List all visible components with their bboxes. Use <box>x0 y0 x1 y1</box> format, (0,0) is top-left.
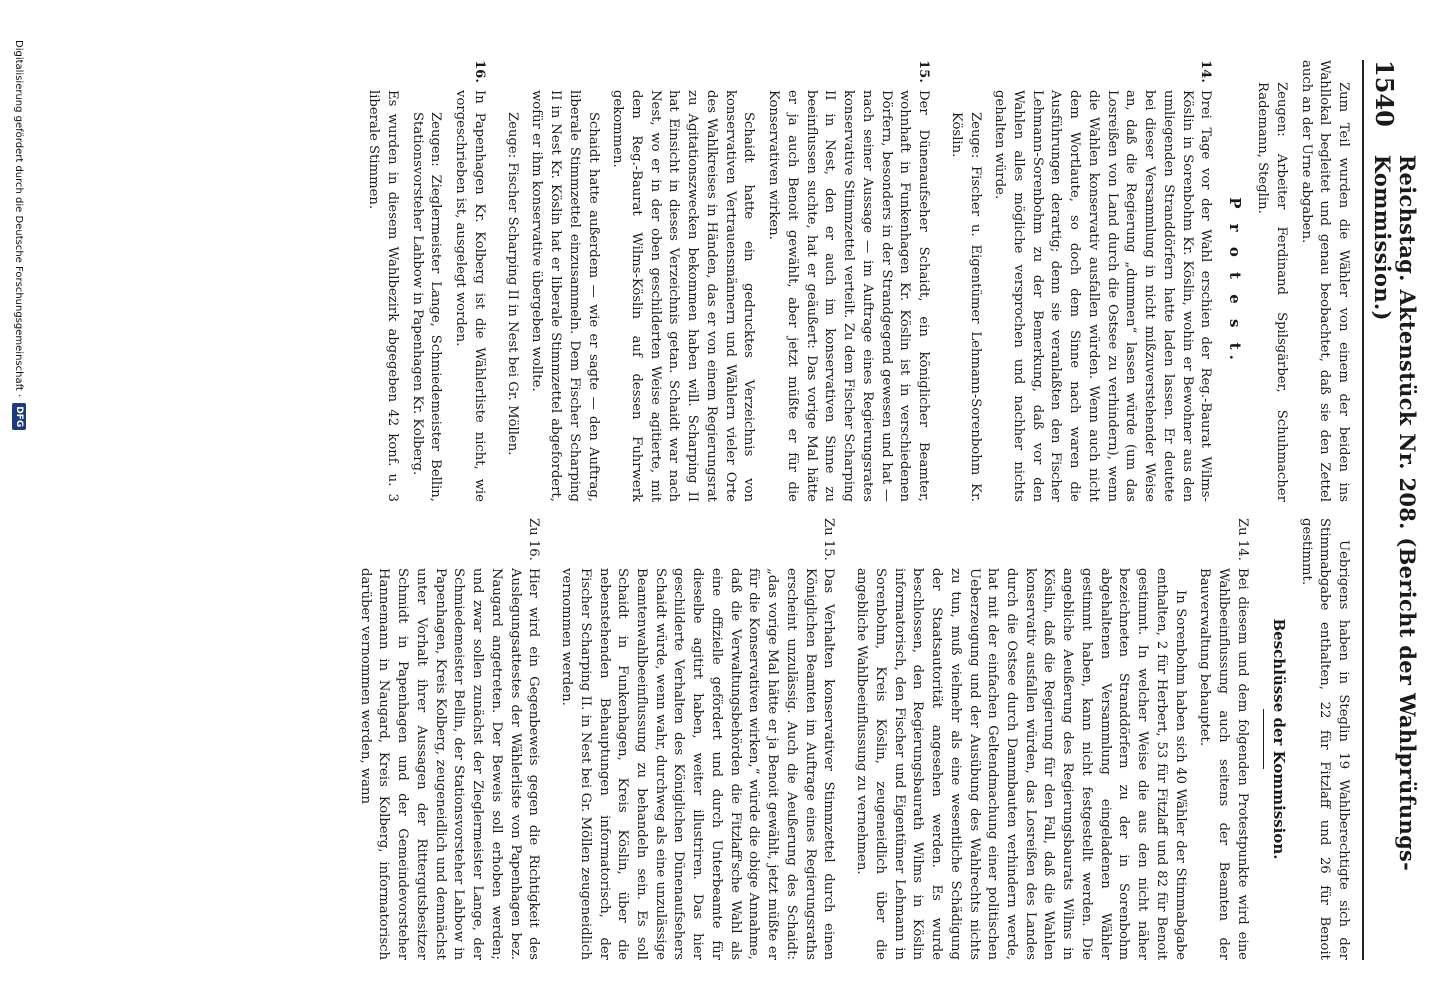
resolution-16 <box>349 518 542 960</box>
page-header <box>1370 60 1418 960</box>
item-number: 15. <box>916 60 932 83</box>
item-witness: Zeuge: Fischer u. Eigentümer Lehmann-Sorenbohm Kr. Köslin. <box>948 112 983 502</box>
digitization-footer <box>8 40 30 980</box>
resolution-label: Zu 16. <box>526 518 542 561</box>
item-number: 14. <box>1198 60 1214 83</box>
left-column-protest <box>32 60 1352 502</box>
footer-text: Digitalisierung gefördert durch die Deutsche Forschungsgemeinschaft · <box>13 40 25 398</box>
resolution-label: Zu 15. <box>821 518 837 561</box>
protest-title: P r o t e s t. <box>1226 197 1245 365</box>
resolution-paragraph: In Sorenbohm haben sich 40 Wähler der Stimmabgabe enthalten, 2 für Herbert, 53 für Fitzlaff und 82 für Benoit gestimmt. In welcher Weise die aus den nicht näher bezeichneten Stranddörfern zu der in Sorenbohm abgehaltenen Versammlung eingeladenen Wähler gestimmt haben, kann nicht festgestellt werden. Die angebliche Aeußerung des Regierungsbaurats Wilms in Köslin, daß die Regierung für den Fall, daß die Wahlen konservativ ausfallen würden, das Losreißen des Landes durch die Ostsee durch Dammbauten verhindern werde, hat mit der einfachen Geltendmachung einer politischen Ueberzeugung und der Ausübung des Wahlrechts nichts zu tun, muß vielmehr als eine wesentliche Schädigung der Staatsautorität angesehen werden. Es wurde beschlossen, den Regierungsbaurath Wilms in Köslin informatorisch, den Fischer und Eigentümer Lehmann in Sorenbohm, Kreis Köslin, zeugeneidlich über die angebliche Wahlbeeinflussung zu vernehmen. <box>854 568 1188 960</box>
protest-intro-paragraph: Zum Teil wurden die Wähler von einem der beiden ins Wahllokal begleitet und genau beobachtet, daß sie den Zettel auch an der Urne abgaben. <box>1298 60 1351 502</box>
protest-item-14 <box>940 60 1214 502</box>
item-paragraph: In Papenhagen Kr. Kolberg ist die Wählerliste nicht, wie vorgeschrieben ist, ausgelegt worden. <box>453 90 487 502</box>
item-witness: Zeuge: Fischer Scharping II in Nest bei Gr. Möllen. <box>504 112 520 456</box>
item-number: 16. <box>471 60 487 83</box>
right-column-resolutions <box>32 518 1352 960</box>
resolution-paragraph: Hier wird ein Gegenbeweis gegen die Richtigkeit des Auslegungsattestes der Wählerliste von Papenhagen bez. Naugard angetreten. Der Beweis soll erhoben werden; und zwar sollen zunächst der Zieglermeister Lange, der Schmiedemeister Bellin, der Stationsvorsteher Lahbow in Papenhagen, Kreis Kolberg, zeugeneidlich und demnächst unter Vorhalt ihrer Aussagen der Rittergutsbesitzer Schmidt in Papenhagen und der Gemeindevorsteher Hannemann in Naugard, Kreis Kolberg, informatorisch darüber vernommen werden, wann <box>357 568 542 960</box>
resolution-paragraph: Bei diesem und dem folgenden Protestpunkte wird eine Wahlbeeinflussung auch seitens der Beamten der Bauverwaltung behauptet. <box>1197 568 1250 960</box>
item-paragraph: Drei Tage vor der Wahl erschien der Reg.-Baurat Wilms-Köslin in Sorenbohm Kr. Köslin, wohin er Bewohner aus den umliegenden Stranddörfern hatte laden lassen. Er deutete bei dieser Versammlung in nicht mißzuverstehender Weise an, daß die Regierung „dummen“ lassen würde (um das Losreißen von Land durch die Ostsee zu verhindern), wenn die Wahlen konservativ ausfallen würden. Wenn auch nicht dem Wortlaute, so doch dem Sinne nach waren die Ausführungen derartig; denn sie veranlaßten den Fischer Lehmann-Sorenbohm zu der Bemerkung, daß vor den Wahlen alles mögliche versprochen und nachher nichts gehalten würde. <box>992 90 1214 502</box>
item-paragraph: Der Dünenaufseher Schaidt, ein königlicher Beamter, wohnhaft in Funkenhagen Kr. Köslin ist in verschiedenen Dörfern, besonders in der Strandgegend gewesen und hat — nach seiner Aussage — im Auftrage eines Regierungsrates konservative Stimmzettel verteilt. Zu dem Fischer Scharping II in Nest, den er auch im konservativen Sinne zu beeinflussen suchte, hat er geäußert: Das vorige Mal hätte er ja auch Benoit gewählt, aber jetzt müßte er für die Konservativen wirken. <box>766 90 932 502</box>
resolution-15 <box>550 518 837 960</box>
protest-item-16 <box>357 60 487 502</box>
item-witness: Zeugen: Zieglermeister Lange, Schmiedemeister Bellin, Stationsvorsteher Lahbow in Papenhagen Kr. Kolberg. <box>409 112 444 502</box>
item-paragraph: Schaidt hatte außerdem — wie er sagte — den Auftrag, liberale Stimmzettel einzusammeln. Dem Fischer Scharping II in Nest Kr. Köslin hat er liberale Stimmzettel abgefordert, wofür er ihm konservative übergeben wollte. <box>529 90 601 502</box>
resolution-paragraph: Das Verhalten konservativer Stimmzettel durch einen Königlichen Beamten im Auftrage eines Regierungsraths erscheint unzulässig. Auch die Aeußerung des Schaidt: „das vorige Mal hätte er ja Benoit gewählt, jetzt müßte er für die Konservativen wirken,“ würde die obige Annahme, daß die Verwaltungsbehörden die Fitzlaff'sche Wahl als eine offizielle gefördert und durch Unterbeamte für dieselbe agitirt haben, weiter illustriren. Das hier geschilderte Verhalten des Königlichen Dünenaufsehers Schaidt würde, wenn wahr, durchweg als eine unzulässige Beamtenwahlbeeinflussung zu behandeln sein. Es soll Schaidt in Funkenhagen, Kreis Köslin, über die nebenstehenden Behauptungen informatorisch, der Fischer Scharping II. in Nest bei Gr. Möllen zeugeneidlich vernommen werden. <box>559 568 837 960</box>
resolutions-intro-paragraph: Uebrigens haben in Steglin 19 Wahlberechtigte sich der Stimmabgabe enthalten, 22 für Fitzlaff und 26 für Benoit gestimmt. <box>1298 518 1351 960</box>
item-paragraph: Schaidt hatte ein gedrucktes Verzeichnis von konservativen Vertrauensmännern und Wählern vieler Orte des Wahlkreises in Händen, das er von einem Regierungsrat zu Agitationszwecken bekommen haben will. Scharping II hat Einsicht in dieses Verzeichnis getan. Schaidt war nach Nest, wo er in der oben geschilderten Weise agitierte, mit dem Reg.-Baurat Wilms-Köslin auf dessen Fuhrwerk gekommen. <box>610 90 757 502</box>
item-closing: Es wurden in diesem Wahlbezirk abgegeben 42 konf. u. 3 liberale Stimmen. <box>366 90 400 502</box>
title-rule <box>1263 709 1264 769</box>
resolution-label: Zu 14. <box>1234 518 1250 561</box>
protest-item-15 <box>496 60 932 502</box>
header-rule <box>1362 60 1364 960</box>
resolutions-title: Beschlüsse der Kommission. <box>1269 618 1288 860</box>
dfg-logo: DFG <box>12 403 26 430</box>
page-number: 1540 <box>1370 60 1399 127</box>
protest-intro-witness: Zeugen: Arbeiter Ferdinand Spilsgärber, Schuhmacher Rademann, Steglin. <box>1255 82 1289 502</box>
running-title: Reichstag. Aktenstück Nr. 208. (Bericht der Wahlprüfungs-Kommission.) <box>1370 154 1420 872</box>
resolution-14 <box>845 518 1250 960</box>
